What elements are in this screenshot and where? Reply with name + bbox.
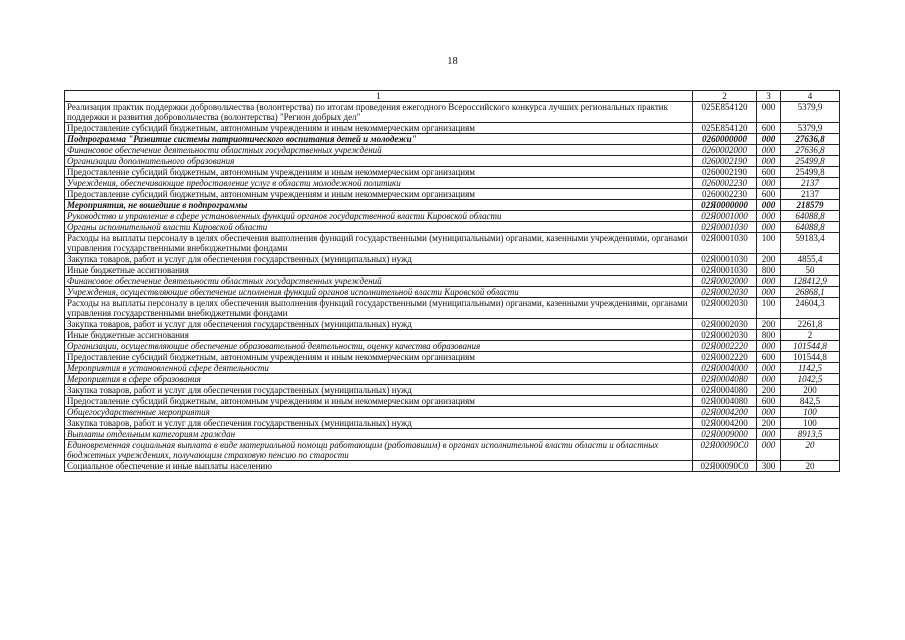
type-cell: 000: [757, 276, 781, 287]
code-cell: 02Я0001030: [693, 254, 757, 265]
name-cell: Мероприятия в сфере образования: [65, 374, 693, 385]
table-row: [65, 222, 840, 233]
amount-cell: 24604,3: [781, 298, 840, 319]
header-col-name: 1: [65, 91, 693, 102]
amount-cell: 101544,8: [781, 352, 840, 363]
code-cell: 02Я00090С0: [693, 461, 757, 472]
amount-cell: 100: [781, 407, 840, 418]
name-cell: Предоставление субсидий бюджетным, автономным учреждениям и иным некоммерческим организациям: [65, 189, 693, 200]
code-cell: 02Я0002220: [693, 341, 757, 352]
amount-cell: 50: [781, 265, 840, 276]
table-row: [65, 298, 840, 319]
code-cell: 0260002230: [693, 189, 757, 200]
name-cell: Расходы на выплаты персоналу в целях обеспечения выполнения функций государственными (муниципальными) органами, казенными учреждениями, органами управления государственными внебюджетными фондами: [65, 298, 693, 319]
type-cell: 000: [757, 134, 781, 145]
table-row: [65, 102, 840, 123]
type-cell: 200: [757, 385, 781, 396]
code-cell: 02Я0000000: [693, 200, 757, 211]
name-cell: Закупка товаров, работ и услуг для обеспечения государственных (муниципальных) нужд: [65, 418, 693, 429]
type-cell: 300: [757, 461, 781, 472]
name-cell: Подпрограмма "Развитие системы патриотического воспитания детей и молодежи": [65, 134, 693, 145]
table-row: [65, 429, 840, 440]
table-row: [65, 418, 840, 429]
amount-cell: 1042,5: [781, 374, 840, 385]
type-cell: 600: [757, 123, 781, 134]
type-cell: 000: [757, 440, 781, 461]
code-cell: 02Я0002030: [693, 319, 757, 330]
type-cell: 000: [757, 102, 781, 123]
code-cell: 02Я0004200: [693, 418, 757, 429]
code-cell: 02Я0004200: [693, 407, 757, 418]
type-cell: 000: [757, 341, 781, 352]
name-cell: Организации, осуществляющие обеспечение образовательной деятельности, оценку качества образования: [65, 341, 693, 352]
table-row: [65, 178, 840, 189]
amount-cell: 2261,8: [781, 319, 840, 330]
table-row: [65, 265, 840, 276]
amount-cell: 2: [781, 330, 840, 341]
amount-cell: 59183,4: [781, 233, 840, 254]
code-cell: 02Я0001030: [693, 265, 757, 276]
table-row: [65, 440, 840, 461]
name-cell: Организации дополнительного образования: [65, 156, 693, 167]
name-cell: Мероприятия, не вошедшие в подпрограммы: [65, 200, 693, 211]
name-cell: Общегосударственные мероприятия: [65, 407, 693, 418]
table-row: [65, 363, 840, 374]
header-col-code: 2: [693, 91, 757, 102]
amount-cell: 5379,9: [781, 102, 840, 123]
type-cell: 600: [757, 396, 781, 407]
table-header-row: [65, 91, 840, 102]
header-col-amount: 4: [781, 91, 840, 102]
table-row: [65, 319, 840, 330]
table-row: [65, 276, 840, 287]
name-cell: Выплаты отдельным категориям граждан: [65, 429, 693, 440]
amount-cell: 26868,1: [781, 287, 840, 298]
type-cell: 000: [757, 287, 781, 298]
type-cell: 200: [757, 254, 781, 265]
amount-cell: 64088,8: [781, 222, 840, 233]
table-row: [65, 156, 840, 167]
amount-cell: 842,5: [781, 396, 840, 407]
type-cell: 000: [757, 211, 781, 222]
table-row: [65, 145, 840, 156]
type-cell: 000: [757, 200, 781, 211]
amount-cell: 2137: [781, 178, 840, 189]
code-cell: 0260002230: [693, 178, 757, 189]
type-cell: 100: [757, 298, 781, 319]
name-cell: Руководство и управление в сфере установленных функций органов государственной власти Кировской области: [65, 211, 693, 222]
table-row: [65, 461, 840, 472]
code-cell: 025Е854120: [693, 102, 757, 123]
type-cell: 000: [757, 407, 781, 418]
table-row: [65, 396, 840, 407]
type-cell: 000: [757, 374, 781, 385]
name-cell: Мероприятия в установленной сфере деятельности: [65, 363, 693, 374]
type-cell: 000: [757, 429, 781, 440]
name-cell: Органы исполнительной власти Кировской области: [65, 222, 693, 233]
code-cell: 0260002190: [693, 167, 757, 178]
table-row: [65, 352, 840, 363]
table-row: [65, 330, 840, 341]
name-cell: Финансовое обеспечение деятельности областных государственных учреждений: [65, 145, 693, 156]
type-cell: 000: [757, 156, 781, 167]
amount-cell: 101544,8: [781, 341, 840, 352]
code-cell: 02Я00090С0: [693, 440, 757, 461]
name-cell: Учреждения, осуществляющие обеспечение исполнения функций органов исполнительной власти Кировской области: [65, 287, 693, 298]
amount-cell: 5379,9: [781, 123, 840, 134]
type-cell: 200: [757, 319, 781, 330]
amount-cell: 8913,5: [781, 429, 840, 440]
code-cell: 02Я0004080: [693, 396, 757, 407]
amount-cell: 218579: [781, 200, 840, 211]
name-cell: Единовременная социальная выплата в виде материальной помощи работающим (работавшим) в органах исполнительной власти области и областных бюджетных учреждениях, получающим страховую пенсию по старости: [65, 440, 693, 461]
name-cell: Расходы на выплаты персоналу в целях обеспечения выполнения функций государственными (муниципальными) органами, казенными учреждениями, органами управления государственными внебюджетными фондами: [65, 233, 693, 254]
code-cell: 02Я0004080: [693, 385, 757, 396]
amount-cell: 4855,4: [781, 254, 840, 265]
name-cell: Предоставление субсидий бюджетным, автономным учреждениям и иным некоммерческим организациям: [65, 352, 693, 363]
code-cell: 02Я0002030: [693, 287, 757, 298]
amount-cell: 2137: [781, 189, 840, 200]
type-cell: 100: [757, 233, 781, 254]
table-row: [65, 287, 840, 298]
name-cell: Реализация практик поддержки добровольчества (волонтерства) по итогам проведения ежегодного Всероссийского конкурса лучших региональных практик поддержки и развития добровольчества (волонтерства) "Регион добрых дел": [65, 102, 693, 123]
type-cell: 200: [757, 418, 781, 429]
code-cell: 02Я0009000: [693, 429, 757, 440]
amount-cell: 128412,9: [781, 276, 840, 287]
type-cell: 600: [757, 189, 781, 200]
name-cell: Предоставление субсидий бюджетным, автономным учреждениям и иным некоммерческим организациям: [65, 123, 693, 134]
table-row: [65, 254, 840, 265]
name-cell: Предоставление субсидий бюджетным, автономным учреждениям и иным некоммерческим организациям: [65, 396, 693, 407]
type-cell: 800: [757, 265, 781, 276]
name-cell: Финансовое обеспечение деятельности областных государственных учреждений: [65, 276, 693, 287]
amount-cell: 27636,8: [781, 145, 840, 156]
code-cell: 02Я0004080: [693, 374, 757, 385]
table-row: [65, 407, 840, 418]
code-cell: 0260002190: [693, 156, 757, 167]
type-cell: 000: [757, 363, 781, 374]
table-row: [65, 341, 840, 352]
table-row: [65, 189, 840, 200]
budget-table: [64, 90, 840, 472]
name-cell: Иные бюджетные ассигнования: [65, 265, 693, 276]
code-cell: 02Я0002000: [693, 276, 757, 287]
code-cell: 02Я0001000: [693, 211, 757, 222]
type-cell: 600: [757, 167, 781, 178]
table-row: [65, 200, 840, 211]
table-row: [65, 134, 840, 145]
code-cell: 02Я0001030: [693, 222, 757, 233]
amount-cell: 25499,8: [781, 167, 840, 178]
type-cell: 000: [757, 222, 781, 233]
code-cell: 02Я0002220: [693, 352, 757, 363]
amount-cell: 1142,5: [781, 363, 840, 374]
table-row: [65, 233, 840, 254]
name-cell: Предоставление субсидий бюджетным, автономным учреждениям и иным некоммерческим организациям: [65, 167, 693, 178]
name-cell: Социальное обеспечение и иные выплаты населению: [65, 461, 693, 472]
code-cell: 0260002000: [693, 145, 757, 156]
table-row: [65, 123, 840, 134]
amount-cell: 20: [781, 461, 840, 472]
code-cell: 02Я0002030: [693, 298, 757, 319]
table-row: [65, 167, 840, 178]
name-cell: Учреждения, обеспечивающие предоставление услуг в области молодежной политики: [65, 178, 693, 189]
name-cell: Закупка товаров, работ и услуг для обеспечения государственных (муниципальных) нужд: [65, 254, 693, 265]
code-cell: 02Я0004000: [693, 363, 757, 374]
amount-cell: 200: [781, 385, 840, 396]
amount-cell: 64088,8: [781, 211, 840, 222]
header-col-type: 3: [757, 91, 781, 102]
table-body: [65, 102, 840, 472]
code-cell: 025Е854120: [693, 123, 757, 134]
amount-cell: 20: [781, 440, 840, 461]
amount-cell: 100: [781, 418, 840, 429]
type-cell: 000: [757, 178, 781, 189]
type-cell: 800: [757, 330, 781, 341]
type-cell: 000: [757, 145, 781, 156]
code-cell: 0260000000: [693, 134, 757, 145]
code-cell: 02Я0001030: [693, 233, 757, 254]
name-cell: Закупка товаров, работ и услуг для обеспечения государственных (муниципальных) нужд: [65, 319, 693, 330]
name-cell: Закупка товаров, работ и услуг для обеспечения государственных (муниципальных) нужд: [65, 385, 693, 396]
name-cell: Иные бюджетные ассигнования: [65, 330, 693, 341]
table-row: [65, 385, 840, 396]
type-cell: 600: [757, 352, 781, 363]
code-cell: 02Я0002030: [693, 330, 757, 341]
table-row: [65, 374, 840, 385]
amount-cell: 25499,8: [781, 156, 840, 167]
page-number: 18: [447, 56, 458, 67]
table-row: [65, 211, 840, 222]
amount-cell: 27636,8: [781, 134, 840, 145]
